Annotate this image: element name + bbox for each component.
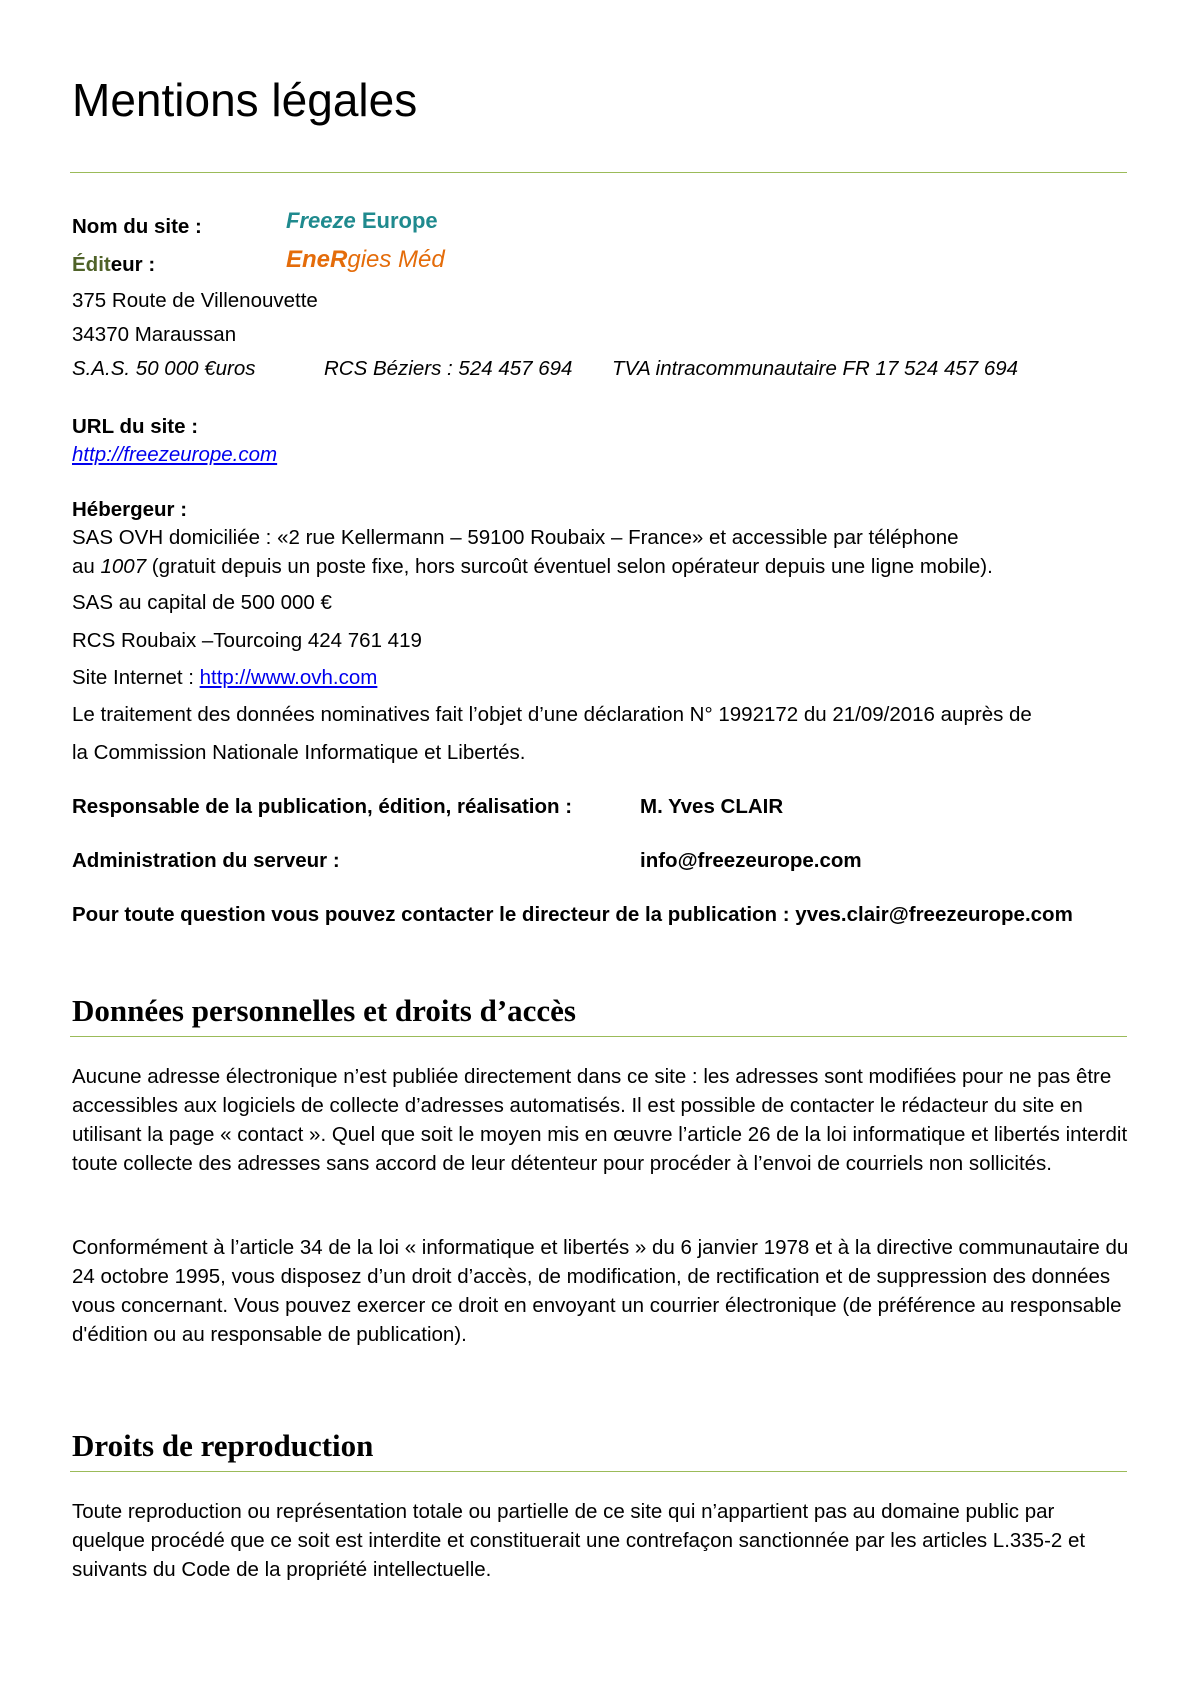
section-title-personal-data: Données personnelles et droits d’accès xyxy=(72,993,576,1028)
url-label: URL du site : xyxy=(72,415,199,438)
host-website xyxy=(72,663,377,692)
address-line-2: 34370 Maraussan xyxy=(72,323,237,346)
site-name-label: Nom du site : xyxy=(72,215,202,238)
host-website-link[interactable]: http://www.ovh.com xyxy=(199,666,378,689)
company-capital: S.A.S. 50 000 €uros xyxy=(72,357,256,380)
personal-data-paragraph-2: Conformément à l’article 34 de la loi « informatique et libertés » du 6 janvier 1978 et à la directive communautaire du 24 octobre 1995, vous disposez d’un droit d’accès, de modification, de rectification et de suppression des données vous concernant. Vous pouvez exercer ce droit en envoyant un courrier électronique (de préférence au responsable d'édition ou au responsable de publication). xyxy=(72,1236,1129,1346)
admin-email: info@freezeurope.com xyxy=(640,849,862,872)
editor-label-part2: eur : xyxy=(110,253,156,276)
section-title-reproduction: Droits de reproduction xyxy=(72,1428,374,1463)
host-phone: 1007 xyxy=(100,555,147,578)
page-title: Mentions légales xyxy=(72,74,418,126)
publisher-label: Responsable de la publication, édition, réalisation : xyxy=(72,795,573,818)
company-vat: TVA intracommunautaire FR 17 524 457 694 xyxy=(612,357,1019,380)
editor-brand-part1: EneR xyxy=(286,246,348,273)
host-line-2-prefix: au xyxy=(72,555,101,578)
editor-brand xyxy=(286,246,445,274)
editor-label xyxy=(72,250,155,279)
section-divider-personal-data xyxy=(70,1036,1127,1037)
title-divider xyxy=(70,172,1127,173)
host-line-2-suffix: (gratuit depuis un poste fixe, hors surcoût éventuel selon opérateur depuis une ligne mobile). xyxy=(146,555,993,578)
host-capital: SAS au capital de 500 000 € xyxy=(72,591,332,614)
personal-data-paragraph-1: Aucune adresse électronique n’est publiée directement dans ce site : les adresses sont modifiées pour ne pas être accessibles aux logiciels de collecte d’adresses automatisés. Il est possible de contacter le rédacteur du site en utilisant la page « contact ». Quel que soit le moyen mis en œuvre l’article 26 de la loi informatique et libertés interdit toute collecte des adresses sans accord de leur détenteur pour procéder à l’envoi de courriels non sollicités. xyxy=(72,1065,1128,1175)
publisher-name: M. Yves CLAIR xyxy=(640,795,784,818)
site-name-part1: Freeze xyxy=(286,208,356,233)
company-rcs: RCS Béziers : 524 457 694 xyxy=(324,357,573,380)
cnil-line-2: la Commission Nationale Informatique et Libertés. xyxy=(72,741,526,764)
address-line-1: 375 Route de Villenouvette xyxy=(72,289,318,312)
admin-label: Administration du serveur : xyxy=(72,849,340,872)
host-label: Hébergeur : xyxy=(72,498,188,521)
editor-brand-part2: gies Méd xyxy=(347,246,445,273)
host-line-1: SAS OVH domiciliée : «2 rue Kellermann – 59100 Roubaix – France» et accessible par téléphone xyxy=(72,526,959,549)
section-divider-reproduction xyxy=(70,1471,1127,1472)
reproduction-paragraph: Toute reproduction ou représentation totale ou partielle de ce site qui n’appartient pas au domaine public par quelque procédé que ce soit est interdite et constituerait une contrefaçon sanctionnée par les articles L.335-2 et suivants du Code de la propriété intellectuelle. xyxy=(72,1500,1086,1581)
site-name-brand xyxy=(286,208,438,234)
site-url-link[interactable]: http://freezeurope.com xyxy=(72,443,278,466)
cnil-line-1: Le traitement des données nominatives fait l’objet d’une déclaration N° 1992172 du 21/09/2016 auprès de xyxy=(72,703,1032,726)
editor-label-part1: Édit xyxy=(72,253,111,276)
site-name-part2: Europe xyxy=(355,208,438,233)
contact-question: Pour toute question vous pouvez contacter le directeur de la publication : yves.clair@freezeurope.com xyxy=(72,903,1073,926)
host-website-label: Site Internet : xyxy=(72,666,200,689)
host-rcs: RCS Roubaix –Tourcoing 424 761 419 xyxy=(72,629,422,652)
host-line-2 xyxy=(72,552,993,581)
